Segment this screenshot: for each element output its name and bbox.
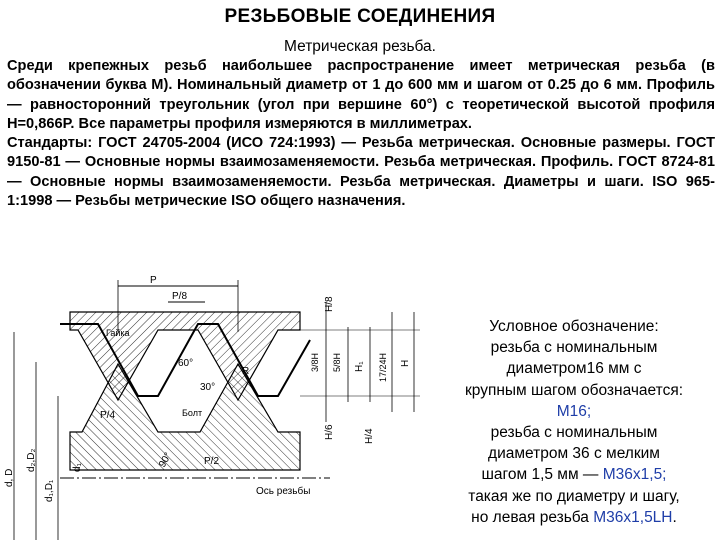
designation-code-m16: М16; <box>556 402 592 420</box>
designation-line: диаметром 36 с мелким <box>488 445 660 463</box>
label-d2-d2: d₂,D₂ <box>26 448 37 472</box>
designation-line: Условное обозначение: <box>489 318 659 335</box>
designation-code-m36: М36х1,5; <box>602 466 667 484</box>
label-h6: H/6 <box>324 424 335 440</box>
label-angle-90: 90° <box>157 450 175 470</box>
label-angle-30: 30° <box>200 382 216 393</box>
paragraph-intro: Среди крепежных резьб наибольшее распространение имеет метрическая резьба (в обозначении буква М). Номинальный диаметр от 1 до 600 мм и шагом от 0.25 до 6 мм. Профиль — равносторонний треугольник (угол при вершине 60°) с теоретической высотой профиля H=0,866P. Все параметры профиля измеряются в миллиметрах. <box>7 58 715 132</box>
designation-text: шагом 1,5 мм — <box>481 466 603 484</box>
label-bolt: Болт <box>182 408 203 418</box>
designation-code-m36-lh: М36х1,5LH <box>593 508 673 526</box>
designation-line: такая же по диаметру и шагу, <box>468 487 680 505</box>
label-radius: R <box>242 366 250 377</box>
label-axis: Ось резьбы <box>256 486 311 497</box>
section-subtitle: Метрическая резьба. <box>284 38 436 55</box>
body-text <box>7 57 715 211</box>
label-h4: H/4 <box>364 428 375 444</box>
thread-profile-drawing <box>0 272 440 540</box>
label-h1: H₁ <box>354 361 365 372</box>
designation-block <box>430 316 718 528</box>
designation-line: диаметром16 мм с <box>506 360 642 378</box>
designation-line: крупным шагом обозначается: <box>464 381 684 399</box>
designation-line <box>430 507 718 528</box>
label-h: H <box>400 359 411 367</box>
page-title: РЕЗЬБОВЫЕ СОЕДИНЕНИЯ <box>224 6 496 27</box>
label-p2: P/2 <box>204 456 220 467</box>
designation-line: резьба с номинальным <box>490 339 658 357</box>
designation-text: но левая резьба <box>471 508 594 526</box>
label-p8: P/8 <box>172 291 188 302</box>
designation-text: . <box>672 508 677 526</box>
label-h58: 5/8H <box>332 352 342 372</box>
designation-line <box>430 464 718 485</box>
label-h1724: 17/24H <box>378 352 388 382</box>
label-nut: Гайка <box>106 328 130 338</box>
paragraph-standards: Стандарты: ГОСТ 24705-2004 (ИСО 724:1993) — Резьба метрическая. Основные размеры. ГОСТ 9150-81 — Основные нормы взаимозаменяемости. Резьба метрическая. Профиль. ГОСТ 8724-81 — Основные нормы взаимозаменяемости. Резьба метрическая. Диаметры и шаги. ISO 965-1:1998 — Резьбы метрические ISO общего назначения. <box>7 135 715 210</box>
label-pitch: P <box>150 275 157 286</box>
label-d-d: d, D <box>4 468 15 487</box>
label-h8: H/8 <box>324 296 335 312</box>
label-h38: 3/8H <box>310 352 320 372</box>
nut-section <box>70 312 300 400</box>
label-d1-d1: d₁,D₁ <box>44 479 55 502</box>
label-p4: P/4 <box>100 410 116 421</box>
designation-line: резьба с номинальным <box>490 424 658 442</box>
label-d1: d₁ <box>72 463 83 472</box>
label-angle-60: 60° <box>178 358 194 369</box>
